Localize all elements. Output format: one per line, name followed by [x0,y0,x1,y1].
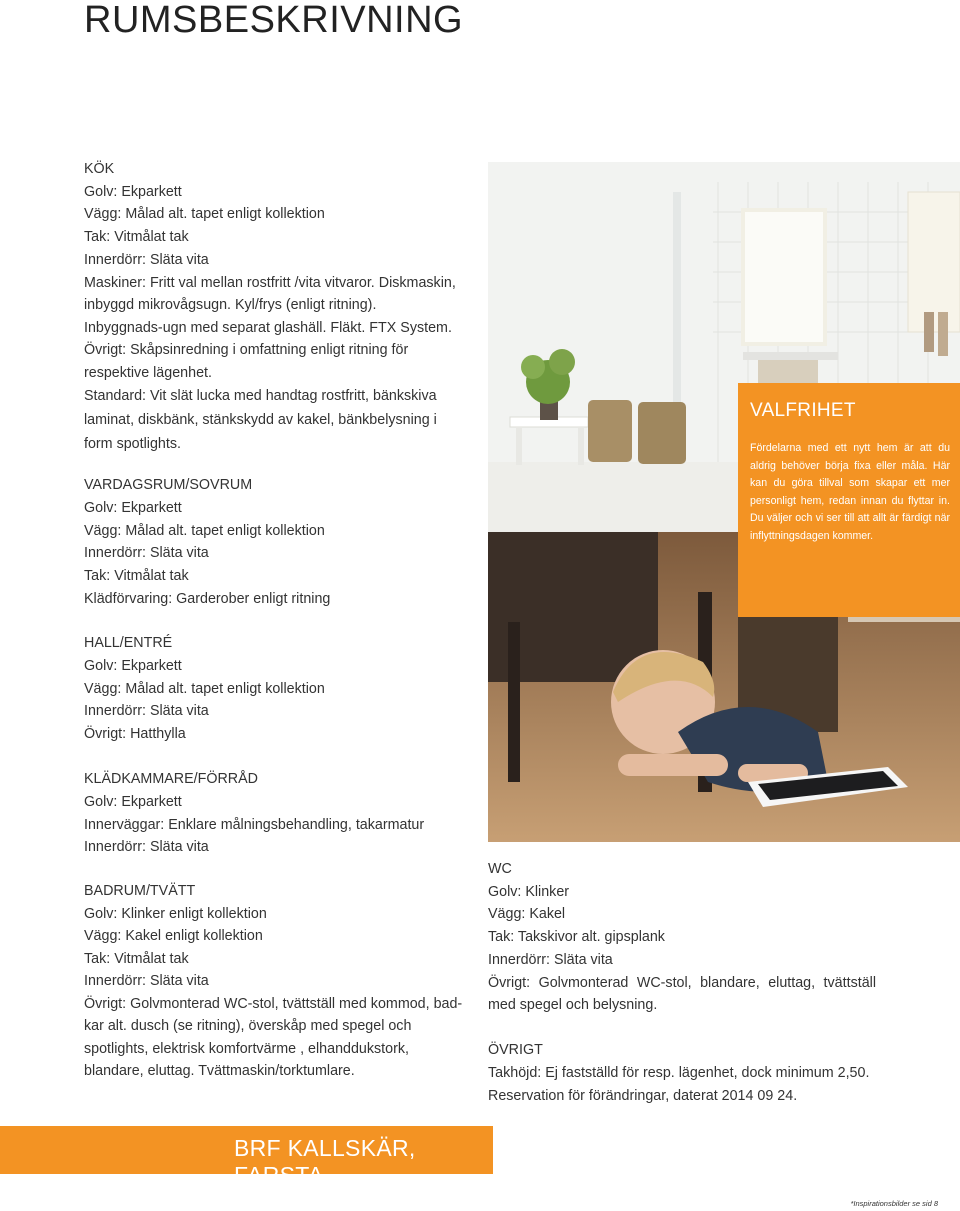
spec-line: Vägg: Kakel enligt kollektion [84,928,263,944]
section-heading: WC [488,861,512,877]
footer-banner-text: BRF KALLSKÄR, FARSTA [234,1135,416,1188]
spec-line: Golv: Ekparkett [84,657,182,674]
spec-line: Innerdörr: Släta vita [84,545,209,562]
spec-line: Takhöjd: Ej fastställd för resp. lägenhet, dock minimum 2,50. [488,1064,870,1081]
spec-line: Golv: Ekparkett [84,793,182,810]
section-ovrigt [488,1039,888,1107]
spec-line: Innerdörr: Släta vita [84,839,209,856]
section-heading: ÖVRIGT [488,1042,543,1058]
spec-paragraph-maskiner: Maskiner: Fritt val mellan rostfritt /vita vitvaror. Diskmaskin, inbyggd mikrovågsugn. Kyl/frys (enligt ritning). Inbyggnads-ugn med separat glashäll. Fläkt. FTX System. [84,274,456,336]
section-wc [488,858,876,1017]
spec-line: Reservation för förändringar, daterat 2014 09 24. [488,1087,798,1104]
spec-line: Golv: Klinker [488,883,570,900]
spec-line: Innerdörr: Släta vita [84,703,209,720]
valfrihet-info-box [738,383,960,617]
spec-line: Klädförvaring: Garderober enligt ritning [84,590,331,607]
spec-line: Tak: Vitmålat tak [84,229,189,246]
spec-line: Tak: Vitmålat tak [84,950,189,967]
spec-line: Övrigt: Hatthylla [84,726,186,743]
spec-line: Vägg: Målad alt. tapet enligt kollektion [84,522,325,539]
spec-line: Golv: Ekparkett [84,499,182,516]
section-hall [84,632,456,746]
spec-line: Vägg: Målad alt. tapet enligt kollektion [84,206,325,223]
spec-line: Tak: Vitmålat tak [84,568,189,585]
spec-line: Innerdörr: Släta vita [488,951,613,968]
section-kladkammare [84,768,464,859]
section-kok [84,158,456,456]
spec-line: Tak: Takskivor alt. gipsplank [488,929,665,946]
valfrihet-title: VALFRIHET [750,400,856,421]
section-heading: KLÄDKAMMARE/FÖRRÅD [84,771,258,787]
spec-paragraph-ovrigt: Övrigt: Golvmonterad WC-stol, tvättställ med kommod, bad-kar alt. dusch (se ritning), överskåp med spegel och spotlights, elektrisk komfortvärme , elhanddukstork, blandare, eluttag. Tvättmaskin/torktumlare. [84,995,463,1079]
section-heading: KÖK [84,161,115,177]
section-vardagsrum [84,474,456,611]
spec-line: Innerdörr: Släta vita [84,973,209,989]
spec-line: Vägg: Målad alt. tapet enligt kollektion [84,680,325,697]
spec-line: Innerväggar: Enklare målningsbehandling, takarmatur [84,816,425,833]
footer-banner [0,1126,493,1188]
spec-paragraph-standard: Standard: Vit slät lucka med handtag rostfritt, bänkskiva laminat, diskbänk, stänkskydd av kakel, bänkbelysning i form spotlights. [84,388,437,453]
spec-line: Golv: Klinker enligt kollektion [84,905,267,922]
footnote: *Inspirationsbilder se sid 8 [850,1199,938,1208]
spec-line: Vägg: Kakel [488,906,566,923]
page-title: RUMSBESKRIVNING [84,0,464,41]
spec-paragraph-ovrigt: Övrigt: Skåpsinredning i omfattning enligt ritning för respektive lägenhet. [84,342,409,381]
section-heading: HALL/ENTRÉ [84,635,173,651]
spec-line: Golv: Ekparkett [84,183,182,200]
section-heading: VARDAGSRUM/SOVRUM [84,477,253,493]
spec-line: Innerdörr: Släta vita [84,251,209,268]
section-badrum [84,880,466,1083]
spec-paragraph-ovrigt: Övrigt: Golvmonterad WC-stol, blandare, eluttag, tvättställ med spegel och belysning. [488,974,876,1014]
valfrihet-text: Fördelarna med ett nytt hem är att du aldrig behöver börja fixa eller måla. Här kan du göra tillval som skapar ett mer personligt hem, redan innan du flyttar in. Du väljer och vi ser till att allt är färdigt när inflyttningsdagen kommer. [750,442,950,542]
section-heading: BADRUM/TVÄTT [84,883,196,899]
